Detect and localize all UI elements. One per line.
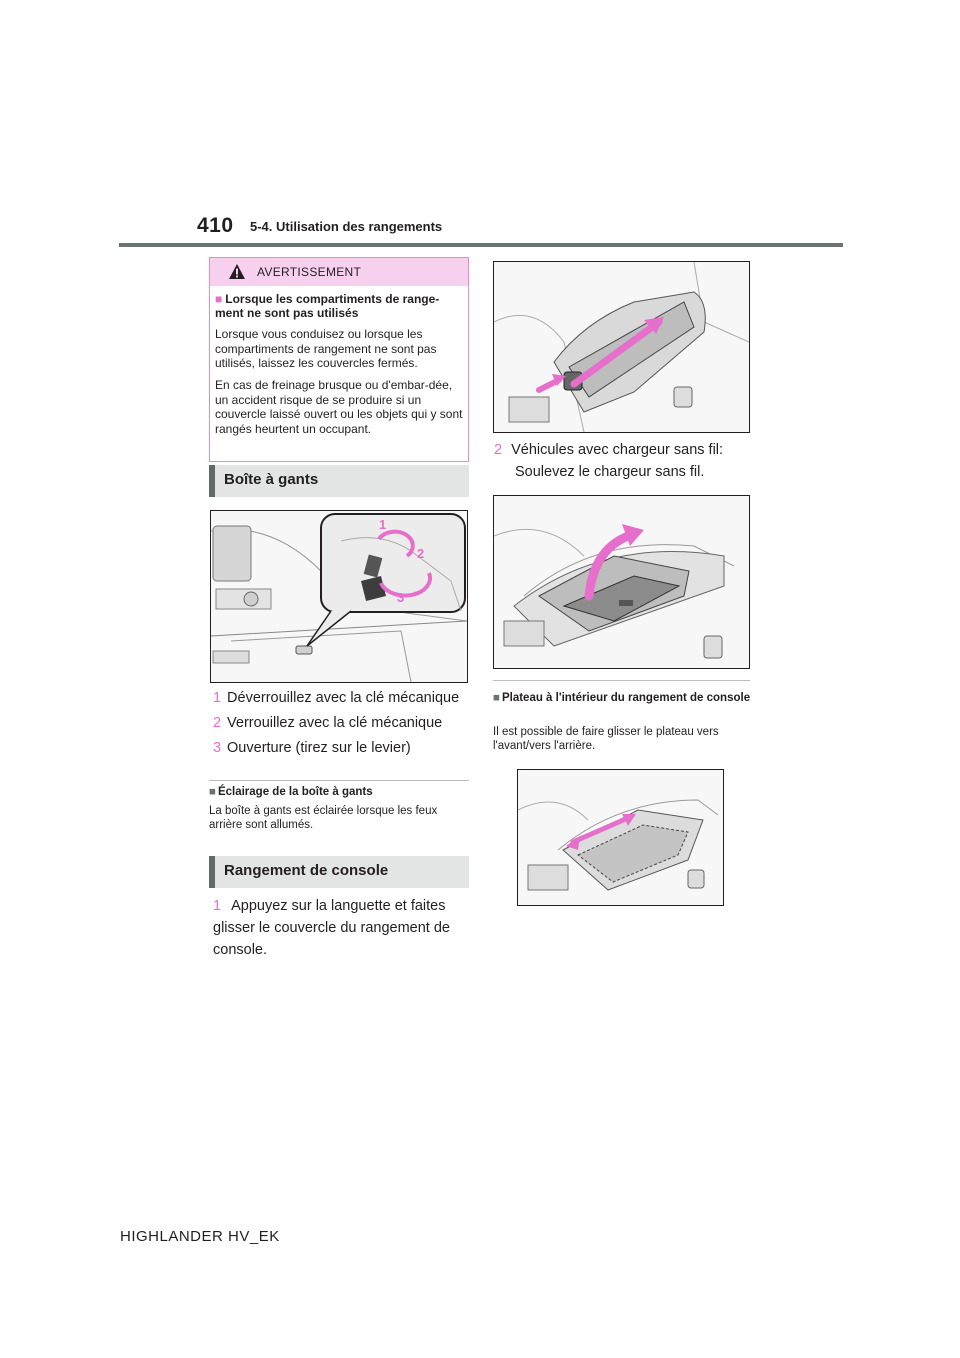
footer-model: HIGHLANDER HV_EK	[120, 1228, 280, 1245]
warning-title: AVERTISSEMENT	[257, 265, 362, 279]
section-heading-text: Rangement de console	[224, 862, 389, 879]
section-title: 5-4. Utilisation des rangements	[250, 219, 443, 234]
page-number: 410	[197, 214, 234, 237]
glovebox-step-1: 1 Déverrouillez avec la clé mécanique	[213, 690, 460, 706]
console-lid-illustration	[493, 261, 750, 433]
console-tray-illustration	[517, 769, 724, 906]
glovebox-illustration	[210, 510, 468, 683]
wireless-charger-illustration	[493, 495, 750, 669]
divider	[493, 680, 750, 681]
tray-subheading: ■ Plateau à l'intérieur du rangement de console	[493, 692, 751, 704]
divider	[209, 780, 469, 781]
warning-triangle-icon	[228, 263, 246, 280]
callout-1: 1	[379, 517, 387, 532]
warning-box	[209, 257, 469, 462]
header-rule	[119, 243, 843, 247]
tray-text: Il est possible de faire glisser le plateau vers l'avant/vers l'arrière.	[493, 726, 719, 752]
glovebox-step-2: 2 Verrouillez avec la clé mécanique	[213, 715, 443, 731]
section-heading-glovebox	[209, 465, 469, 497]
warning-header	[210, 258, 468, 286]
warning-subheading: ■ Lorsque les compartiments de range-ment ne sont pas utilisés	[215, 292, 440, 320]
callout-3: 3	[397, 590, 405, 605]
glovebox-step-3: 3 Ouverture (tirez sur le levier)	[213, 740, 411, 756]
console-step-2: 2 Véhicules avec chargeur sans fil: Soulevez le chargeur sans fil.	[494, 442, 724, 480]
section-heading-text: Boîte à gants	[224, 471, 319, 488]
callout-2: 2	[417, 546, 425, 561]
lighting-subheading: ■ Éclairage de la boîte à gants	[209, 786, 373, 798]
warning-paragraph: Lorsque vous conduisez ou lorsque les compartiments de rangement ne sont pas utilisés, laissez les couvercles fermés.	[215, 327, 437, 370]
console-step-1: 1 Appuyez sur la languette et faites glisser le couvercle du rangement de console.	[213, 898, 450, 958]
lighting-text: La boîte à gants est éclairée lorsque les feux arrière sont allumés.	[209, 805, 438, 831]
warning-paragraph: En cas de freinage brusque ou d'embar-dée, un accident risque de se produire si un couvercle laissé ouvert ou les objets qui y sont rangés heurtent un occupant.	[215, 378, 463, 436]
section-heading-console	[209, 856, 469, 888]
